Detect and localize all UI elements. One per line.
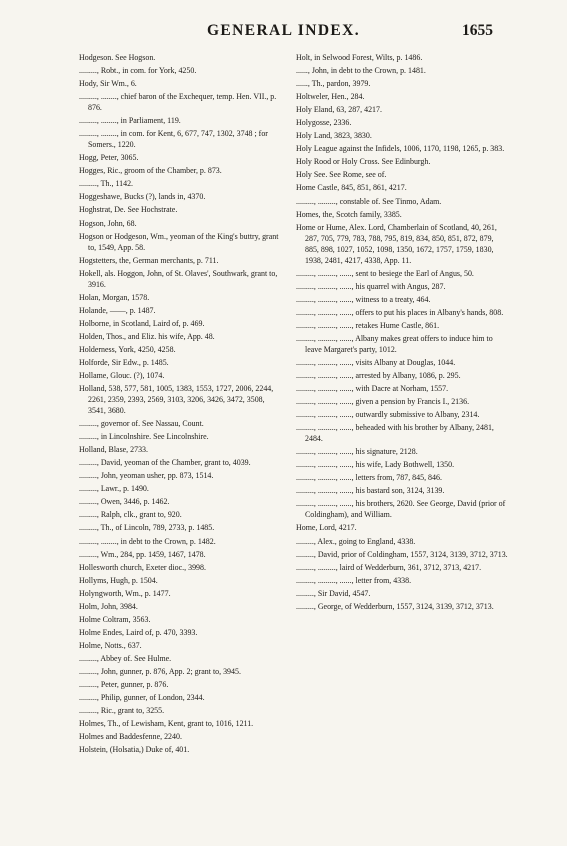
index-entry: Hogstetters, the, German merchants, p. 711. <box>79 255 219 265</box>
index-entry: ........., Abbey of. See Hulme. <box>79 653 172 663</box>
index-entry: Holme Endes, Laird of, p. 470, 3393. <box>79 627 198 637</box>
index-entry: Holland, Blase, 2733. <box>79 445 149 455</box>
index-entry: ......, Th., pardon, 3979. <box>296 79 371 89</box>
index-entry: Holborne, in Scotland, Laird of, p. 469. <box>79 318 205 328</box>
index-entry: ........., ........., ......, his brothers, 2620. See George, David (prior of Coldingham), and William. <box>296 499 506 520</box>
index-entry: ........., ........, in com. for Kent, 6, 677, 747, 1302, 3748 ; for Somers., 1220. <box>79 129 268 150</box>
index-entry: ........., ........, chief baron of the Exchequer, temp. Hen. VII., p. 876. <box>79 92 277 113</box>
index-entry: Holan, Morgan, 1578. <box>79 292 150 302</box>
index-entry: Holyngworth, Wm., p. 1477. <box>79 588 171 598</box>
page-number: 1655 <box>462 22 493 39</box>
index-entry: Hogg, Peter, 3065. <box>79 153 139 163</box>
index-entry: Holt, in Selwood Forest, Wilts, p. 1486. <box>296 53 423 62</box>
index-entry: Hollesworth church, Exeter dioc., 3998. <box>79 562 206 572</box>
index-entry: ........., ........., ......, given a pension by Francis I., 2136. <box>296 397 470 407</box>
index-entry: Holland, 538, 577, 581, 1005, 1383, 1553, 1727, 2006, 2244, 2261, 2359, 2393, 2569, 3103, 3206, 3426, 3472, 3508, 3541, 3680. <box>79 384 274 416</box>
index-entry: ........., ........., ......, letter from, 4338. <box>296 575 412 585</box>
index-entry: Home Castle, 845, 851, 861, 4217. <box>296 183 407 193</box>
index-entry: Holtweler, Hen., 284. <box>296 92 365 102</box>
index-entry: ........., governor of. See Nassau, Count. <box>79 419 204 429</box>
index-entry: ........., David, yeoman of the Chamber, grant to, 4039. <box>79 458 251 468</box>
index-entry: Holy Eland, 63, 287, 4217. <box>296 105 382 115</box>
index-entry: Home, Lord, 4217. <box>296 523 357 533</box>
index-entry: Hodgeson. See Hogson. <box>79 53 156 62</box>
index-entry: ........., ........., ......, his wife, Lady Bothwell, 1350. <box>296 460 455 470</box>
index-entry: Holmes and Baddesfenne, 2240. <box>79 732 182 742</box>
running-title: GENERAL INDEX. <box>206 22 361 39</box>
index-entry: Holy See. See Rome, see of. <box>296 170 387 180</box>
index-entry: Holderness, York, 4250, 4258. <box>79 344 176 354</box>
index-entry: ........., ........., laird of Wedderburn, 361, 3712, 3713, 4217. <box>296 562 482 572</box>
index-entry: Holmes, Th., of Lewisham, Kent, grant to, 1016, 1211. <box>79 719 254 729</box>
index-entry: ........., David, prior of Coldingham, 1557, 3124, 3139, 3712, 3713. <box>296 549 508 559</box>
index-entry: ........., Peter, gunner, p. 876. <box>79 680 169 690</box>
index-entry: ........., Owen, 3446, p. 1462. <box>79 497 170 507</box>
index-entry: Holm, John, 3984. <box>79 601 138 611</box>
index-entry: ........., in Lincolnshire. See Lincolnshire. <box>79 432 209 442</box>
index-entry: ........., ........., ......, retakes Hume Castle, 861. <box>296 320 440 330</box>
index-entry: Holande, ——, p. 1487. <box>79 305 156 315</box>
index-entry: Holforde, Sir Edw., p. 1485. <box>79 357 169 367</box>
index-entry: Hody, Sir Wm., 6. <box>79 79 137 89</box>
index-entry: ........., George, of Wedderburn, 1557, 3124, 3139, 3712, 3713. <box>296 601 494 611</box>
index-entry: Home or Hume, Alex. Lord, Chamberlain of Scotland, 40, 261, 287, 705, 779, 783, 788, 795, 819, 834, 850, 851, 872, 879, 885, 898, 1027, 1052, 1098, 1350, 1672, 1757, 1759, 1830, 1938, 2481, 4217, 4338, App. 11. <box>296 222 497 265</box>
page-header <box>0 22 567 44</box>
index-entry: ........., Wm., 284, pp. 1459, 1467, 1478. <box>79 549 206 559</box>
index-entry: Holy Land, 3823, 3830. <box>296 131 372 141</box>
index-entry: ........., Philip, gunner, of London, 2344. <box>79 693 205 703</box>
index-entry: ........., ........., ......, his quarrel with Angus, 287. <box>296 281 446 291</box>
left-column <box>79 52 284 757</box>
index-entry: Hoghstrat, De. See Hochstrate. <box>79 205 178 215</box>
index-entry: ........., Lawr., p. 1490. <box>79 484 149 494</box>
index-entry: Holstein, (Holsatia,) Duke of, 401. <box>79 745 190 755</box>
index-entry: ........., ........., ......, outwardly submissive to Albany, 2314. <box>296 410 480 420</box>
index-entry: Holy League against the Infidels, 1006, 1170, 1198, 1265, p. 383. <box>296 144 505 154</box>
index-entry: ........., ........., ......, with Dacre at Norham, 1557. <box>296 384 449 394</box>
index-entry: ........., ........, in Parliament, 119. <box>79 116 181 126</box>
index-entry: ........., Robt., in com. for York, 4250. <box>79 66 197 76</box>
index-entry: ........., Ric., grant to, 3255. <box>79 706 165 716</box>
index-entry: ........., ........., ......, sent to besiege the Earl of Angus, 50. <box>296 268 474 278</box>
index-entry: ........., ........., ......, his signature, 2128. <box>296 447 418 457</box>
index-entry: ........., Sir David, 4547. <box>296 588 371 598</box>
index-entry: ........., ........., ......, arrested by Albany, 1086, p. 295. <box>296 370 461 380</box>
index-entry: ........., ........., ......, offers to put his places in Albany's hands, 808. <box>296 307 504 317</box>
index-entry: ........., ........., ......, letters from, 787, 845, 846. <box>296 473 442 483</box>
index-entry: ........., Th., of Lincoln, 789, 2733, p. 1485. <box>79 523 215 533</box>
index-entry: Hollame, Glouc. (?), 1074. <box>79 370 165 380</box>
index-entry: Hogson or Hodgeson, Wm., yeoman of the King's buttry, grant to, 1549, App. 58. <box>79 231 279 252</box>
index-entry: Holden, Thos., and Eliz. his wife, App. 48. <box>79 331 215 341</box>
index-entry: ........., Ralph, clk., grant to, 920. <box>79 510 182 520</box>
index-entry: ........., John, yeoman usher, pp. 873, 1514. <box>79 471 214 481</box>
index-entry: Homes, the, Scotch family, 3385. <box>296 209 402 219</box>
index-entry: Hoggeshawe, Bucks (?), lands in, 4370. <box>79 192 206 202</box>
index-entry: ........., ........., ......, beheaded with his brother by Albany, 2481, 2484. <box>296 423 494 444</box>
index-entry: Hokell, als. Hoggon, John, of St. Olaves', Southwark, grant to, 3916. <box>79 268 278 289</box>
index-entry: Holme, Notts., 637. <box>79 640 142 650</box>
index-entry: ........., Alex., going to England, 4338. <box>296 536 416 546</box>
index-entry: ......, John, in debt to the Crown, p. 1481. <box>296 66 426 76</box>
index-entry: ........., ........., ......, visits Albany at Douglas, 1044. <box>296 357 456 367</box>
index-entry: ........., ........., ......, Albany makes great offers to induce him to leave Margaret's party, 1012. <box>296 333 493 354</box>
index-entry: ........., John, gunner, p. 876, App. 2; grant to, 3945. <box>79 666 241 676</box>
right-column <box>296 52 508 614</box>
index-entry: ........., ........, in debt to the Crown, p. 1482. <box>79 536 216 546</box>
index-entry: Hollyms, Hugh, p. 1504. <box>79 575 158 585</box>
index-entry: Holy Rood or Holy Cross. See Edinburgh. <box>296 157 431 167</box>
index-entry: ........., ........., constable of. See Tinmo, Adam. <box>296 196 442 206</box>
index-entry: ........., ........., ......, witness to a treaty, 464. <box>296 294 431 304</box>
index-entry: ........., Th., 1142. <box>79 179 134 189</box>
index-entry: ........., ........., ......, his bastard son, 3124, 3139. <box>296 486 445 496</box>
index-entry: Holme Coltram, 3563. <box>79 614 151 624</box>
index-entry: Hogges, Ric., groom of the Chamber, p. 873. <box>79 166 222 176</box>
index-entry: Hogson, John, 68. <box>79 218 137 228</box>
index-entry: Holygosse, 2336. <box>296 118 352 128</box>
